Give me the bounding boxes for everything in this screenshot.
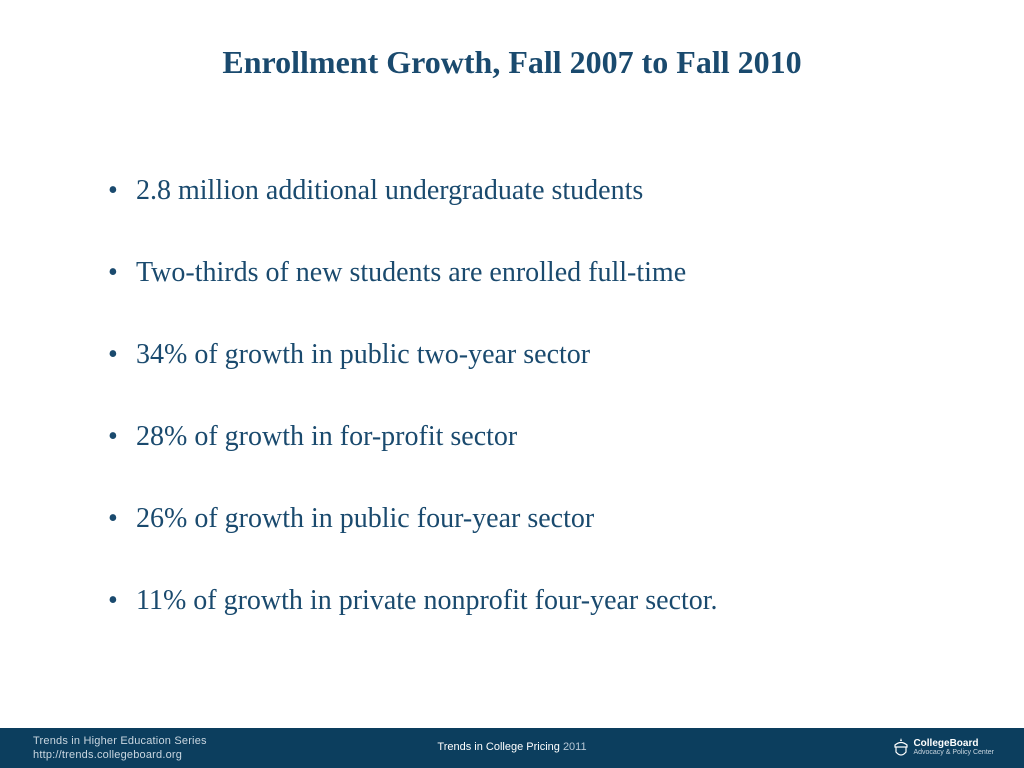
logo-brand: CollegeBoard: [913, 738, 979, 749]
bullet-text: 2.8 million additional undergraduate students: [136, 175, 644, 206]
bullet-icon: •: [108, 175, 118, 206]
footer-publication-title: Trends in College Pricing: [437, 741, 560, 753]
bullet-item: [108, 250, 718, 332]
bullet-item: [108, 168, 718, 250]
footer-url[interactable]: http://trends.collegeboard.org: [33, 749, 183, 761]
logo-text: [913, 739, 994, 757]
bullet-text: 28% of growth in for-profit sector: [136, 421, 518, 452]
collegeboard-logo: [893, 735, 994, 761]
bullet-icon: •: [108, 339, 118, 370]
bullet-text: Two-thirds of new students are enrolled full-time: [136, 257, 687, 288]
bullet-item: [108, 496, 718, 578]
bullet-list: [108, 168, 718, 660]
logo-subtitle: Advocacy & Policy Center: [913, 749, 994, 756]
acorn-icon: [893, 737, 909, 759]
bullet-icon: •: [108, 421, 118, 452]
bullet-item: [108, 578, 718, 660]
bullet-text: 34% of growth in public two-year sector: [136, 339, 591, 370]
bullet-icon: •: [108, 503, 118, 534]
footer-publication-year: 2011: [562, 741, 587, 753]
footer-series: Trends in Higher Education Series: [33, 735, 207, 747]
bullet-icon: •: [108, 257, 118, 288]
slide-title: Enrollment Growth, Fall 2007 to Fall 2010: [222, 44, 802, 80]
bullet-text: 11% of growth in private nonprofit four-year sector.: [136, 585, 718, 616]
bullet-text: 26% of growth in public four-year sector: [136, 503, 595, 534]
footer-publication: [0, 738, 1024, 753]
bullet-icon: •: [108, 585, 118, 616]
footer-bar: [0, 728, 1024, 768]
bullet-item: [108, 332, 718, 414]
bullet-item: [108, 414, 718, 496]
